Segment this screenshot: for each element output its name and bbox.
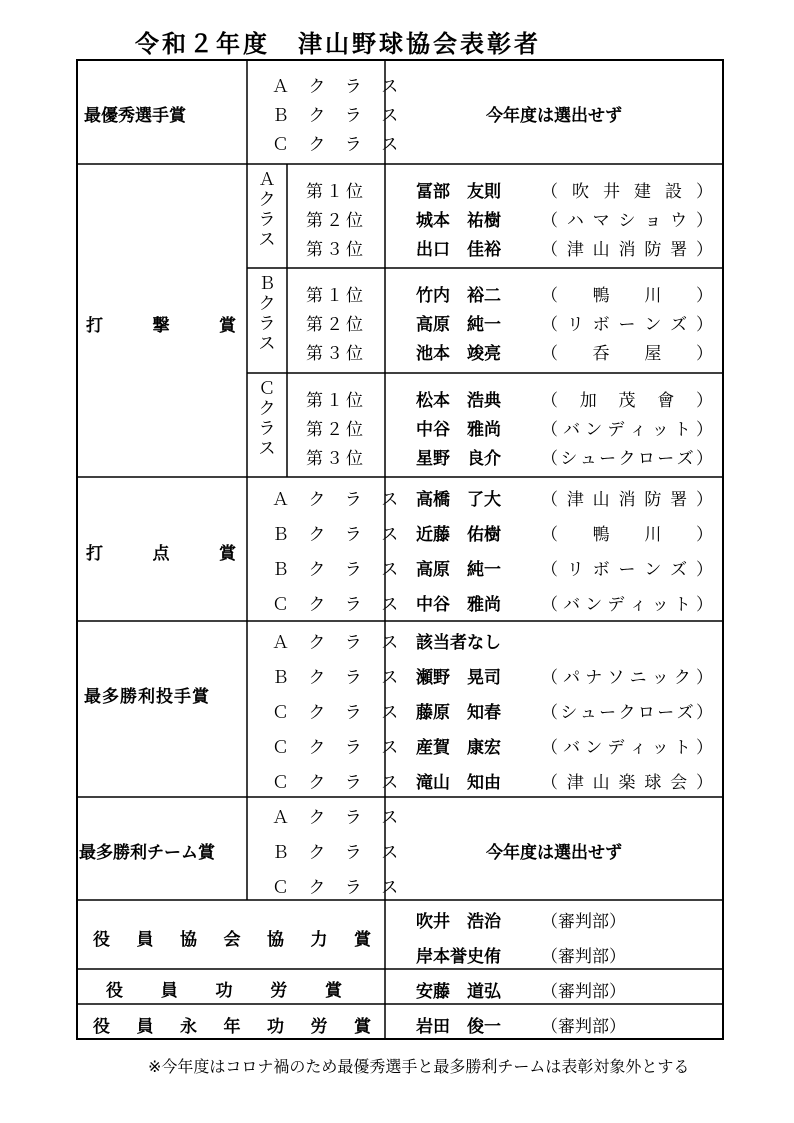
coop-label-char-0: 役 xyxy=(93,930,110,950)
batting-team-2-2-open: （ xyxy=(541,449,558,469)
wins-team-1 xyxy=(541,663,713,688)
batting-team-2-2-char-6: ズ xyxy=(676,449,694,469)
batting-class-0 xyxy=(257,170,277,250)
merit-label-char-0: 役 xyxy=(106,981,123,1001)
wins-team-3-close: ） xyxy=(695,738,713,758)
longservice-label xyxy=(93,1012,371,1037)
wins-team-4-open: （ xyxy=(541,773,558,793)
batting-name-1-1 xyxy=(416,310,501,335)
wins-team-4 xyxy=(541,768,713,793)
rbi-name-1 xyxy=(416,520,501,545)
wins-team-1-close: ） xyxy=(695,668,713,688)
batting-team-2-0 xyxy=(541,386,713,411)
coop-label-char-4: 協 xyxy=(267,930,284,950)
rbi-team-3-char-0: バ xyxy=(563,595,581,615)
cooperation-name-2: 岸本 誉史侑 xyxy=(416,947,501,967)
coop-label-char-6: 賞 xyxy=(354,930,371,950)
rbi-team-0-close: ） xyxy=(695,490,713,510)
batting-class-2-char-1: ク xyxy=(258,399,276,419)
batting-class-1-char-1: ク xyxy=(258,294,276,314)
rbi-team-1-close: ） xyxy=(695,525,713,545)
batting-name-1-0-first: 裕二 xyxy=(467,286,501,306)
batting-name-1-1-last: 高原 xyxy=(416,315,450,335)
rbi-name-3-first: 雅尚 xyxy=(467,595,501,615)
long-label-char-1: 員 xyxy=(136,1017,154,1037)
long-label-char-4: 功 xyxy=(267,1017,284,1037)
batting-team-0-2-char-1: 山 xyxy=(592,240,610,260)
rbi-class-2: Ｂ ク ラ ス xyxy=(272,560,406,580)
rbi-label-char-1: 点 xyxy=(152,544,170,564)
rbi-team-3-char-2: デ xyxy=(607,595,625,615)
rbi-team-1 xyxy=(541,520,713,545)
batting-team-2-0-close: ） xyxy=(696,391,713,411)
rbi-team-0 xyxy=(541,485,713,510)
batting-name-0-0-first: 友則 xyxy=(467,182,501,202)
batting-class-2-char-2: ラ xyxy=(258,419,276,439)
cooperation-name-1: 吹井 浩治 xyxy=(416,912,501,932)
rbi-team-1-open: （ xyxy=(541,525,558,545)
rbi-class-0: Ａ ク ラ ス xyxy=(272,490,406,510)
rbi-label-char-2: 賞 xyxy=(219,544,236,564)
rbi-name-2 xyxy=(416,555,501,580)
batting-class-1-char-2: ラ xyxy=(258,314,276,334)
batting-team-2-2-close: ） xyxy=(696,449,713,469)
batting-name-1-0 xyxy=(416,281,501,306)
batting-rank-1-0: 第１位 xyxy=(306,286,366,306)
batting-team-0-1-char-3: ョ xyxy=(644,211,662,231)
batting-rank-1-1: 第２位 xyxy=(306,315,366,335)
batting-class-0-char-3: ス xyxy=(258,230,276,250)
wins-name-3-last: 産賀 xyxy=(416,738,450,758)
rbi-team-0-open: （ xyxy=(541,490,558,510)
wins-team-1-char-2: ソ xyxy=(607,668,625,688)
merit-label-char-1: 員 xyxy=(160,981,178,1001)
rbi-team-1-char-0: 鴨 xyxy=(592,525,610,545)
batting-team-2-1-char-1: ン xyxy=(585,420,603,440)
batting-team-0-2-char-3: 防 xyxy=(644,240,662,260)
coop-label-char-5: 力 xyxy=(310,930,328,950)
batting-team-2-2 xyxy=(541,444,713,469)
team-class-b: Ｂ ク ラ ス xyxy=(272,843,406,863)
rbi-class-3: Ｃ ク ラ ス xyxy=(272,595,406,615)
wins-label: 最多勝利投手賞 xyxy=(84,687,210,707)
rbi-team-3-open: （ xyxy=(541,595,558,615)
batting-class-0-char-0: Ａ xyxy=(258,170,276,190)
wins-none-text: 該当者なし xyxy=(416,633,501,653)
merit-label-char-3: 労 xyxy=(270,981,288,1001)
team-class-a: Ａ ク ラ ス xyxy=(272,808,406,828)
wins-team-1-char-3: ニ xyxy=(629,668,647,688)
batting-team-2-2-char-2: ー xyxy=(599,449,617,469)
batting-team-0-0 xyxy=(541,177,713,202)
wins-team-3-char-2: デ xyxy=(607,738,625,758)
rbi-team-3-char-3: ィ xyxy=(629,595,647,615)
batting-team-0-0-close: ） xyxy=(696,182,713,202)
rbi-name-3-last: 中谷 xyxy=(416,595,450,615)
batting-name-1-2-last: 池本 xyxy=(416,344,450,364)
batting-team-0-2-char-4: 署 xyxy=(670,240,688,260)
rbi-label-char-0: 打 xyxy=(86,544,103,564)
cooperation-dept-1: （審判部） xyxy=(541,912,626,932)
mvp-label: 最優秀選手賞 xyxy=(84,106,186,126)
batting-team-1-1-char-4: ズ xyxy=(670,315,688,335)
wins-team-4-char-0: 津 xyxy=(566,773,584,793)
rbi-team-0-char-4: 署 xyxy=(670,490,688,510)
coop-label-char-2: 協 xyxy=(180,930,197,950)
batting-name-0-0-last: 冨部 xyxy=(416,182,450,202)
batting-label-char-0: 打 xyxy=(86,316,103,336)
wins-team-3-char-0: バ xyxy=(563,738,581,758)
team-class-c: Ｃ ク ラ ス xyxy=(272,878,406,898)
batting-class-1 xyxy=(257,274,277,354)
wins-team-1-char-1: ナ xyxy=(585,668,603,688)
batting-label-char-1: 撃 xyxy=(152,316,170,336)
rbi-name-0-first: 了大 xyxy=(467,490,501,510)
batting-team-2-1-open: （ xyxy=(541,420,558,440)
batting-team-1-1-char-3: ン xyxy=(644,315,662,335)
wins-class-1: Ｂ ク ラ ス xyxy=(272,668,406,688)
batting-name-0-0 xyxy=(416,177,501,202)
batting-team-0-0-char-2: 建 xyxy=(634,182,651,202)
rbi-team-2-char-1: ボ xyxy=(592,560,610,580)
batting-team-2-2-char-4: ロ xyxy=(637,449,655,469)
batting-name-2-0-last: 松本 xyxy=(416,391,450,411)
cooperation-dept-2: （審判部） xyxy=(541,947,626,967)
batting-team-1-0-char-1: 川 xyxy=(644,286,662,306)
wins-team-2-open: （ xyxy=(541,703,558,723)
title-main: 津山野球協会表彰者 xyxy=(298,29,541,58)
rbi-name-3 xyxy=(416,590,501,615)
batting-team-1-0-close: ） xyxy=(695,286,713,306)
rbi-team-2-char-2: ー xyxy=(618,560,636,580)
wins-team-3-char-5: ト xyxy=(673,738,691,758)
batting-name-2-1-first: 雅尚 xyxy=(467,420,501,440)
merit-dept: （審判部） xyxy=(541,982,626,1002)
coop-label-char-1: 員 xyxy=(136,930,154,950)
rbi-name-0 xyxy=(416,485,501,510)
batting-name-2-2 xyxy=(416,444,501,469)
wins-class-0: Ａ ク ラ ス xyxy=(272,633,406,653)
batting-team-2-1-char-5: ト xyxy=(673,420,691,440)
wins-team-2-char-3: ク xyxy=(618,703,636,723)
rbi-team-2-close: ） xyxy=(695,560,713,580)
wins-name-3-first: 康宏 xyxy=(467,738,501,758)
batting-team-0-1-char-1: マ xyxy=(592,211,610,231)
long-label-char-3: 年 xyxy=(223,1017,241,1037)
wins-name-4 xyxy=(416,768,501,793)
wins-team-3-char-3: ィ xyxy=(629,738,647,758)
long-label-char-5: 労 xyxy=(310,1017,328,1037)
wins-team-3-open: （ xyxy=(541,738,558,758)
batting-name-1-2 xyxy=(416,339,501,364)
mvp-class-a: Ａ ク ラ ス xyxy=(272,77,406,97)
batting-name-2-2-last: 星野 xyxy=(416,449,450,469)
rbi-team-3-char-4: ッ xyxy=(651,595,669,615)
wins-team-2-char-2: ー xyxy=(599,703,617,723)
footnote: ※今年度はコロナ禍のため最優秀選手と最多勝利チームは表彰対象外とする xyxy=(148,1057,690,1076)
wins-team-2-char-5: ー xyxy=(657,703,675,723)
batting-team-1-0-open: （ xyxy=(541,286,558,306)
batting-team-2-1-char-0: バ xyxy=(563,420,581,440)
wins-name-2-last: 藤原 xyxy=(416,703,450,723)
batting-name-0-1 xyxy=(416,206,501,231)
cooperation-label xyxy=(93,925,371,950)
batting-team-0-2 xyxy=(541,235,713,260)
rbi-name-2-last: 高原 xyxy=(416,560,450,580)
batting-label xyxy=(86,311,236,336)
rbi-team-2 xyxy=(541,555,713,580)
merit-label xyxy=(106,976,342,1001)
batting-team-1-0-char-0: 鴨 xyxy=(592,286,610,306)
batting-team-1-1-char-2: ー xyxy=(618,315,636,335)
merit-name: 安藤 道弘 xyxy=(416,982,501,1002)
mvp-class-b: Ｂ ク ラ ス xyxy=(272,106,406,126)
batting-team-1-1-char-1: ボ xyxy=(592,315,610,335)
wins-team-3-char-1: ン xyxy=(585,738,603,758)
wins-team-4-char-2: 楽 xyxy=(618,773,636,793)
rbi-team-3-char-5: ト xyxy=(673,595,691,615)
batting-team-1-2-char-1: 屋 xyxy=(644,344,662,364)
batting-rank-0-2: 第３位 xyxy=(306,240,366,260)
wins-name-2 xyxy=(416,698,501,723)
batting-team-1-1-char-0: リ xyxy=(566,315,584,335)
long-label-char-6: 賞 xyxy=(354,1017,371,1037)
batting-team-2-2-char-5: ー xyxy=(657,449,675,469)
batting-team-2-1-close: ） xyxy=(695,420,713,440)
batting-team-0-2-open: （ xyxy=(541,240,558,260)
batting-rank-1-2: 第３位 xyxy=(306,344,366,364)
batting-team-1-2-open: （ xyxy=(541,344,558,364)
mvp-none-text: 今年度は選出せず xyxy=(486,106,622,126)
rbi-team-3 xyxy=(541,590,713,615)
batting-name-1-2-first: 竣亮 xyxy=(467,344,501,364)
wins-team-4-char-4: 会 xyxy=(670,773,688,793)
rbi-team-0-char-1: 山 xyxy=(592,490,610,510)
wins-class-2: Ｃ ク ラ ス xyxy=(272,703,406,723)
batting-team-0-1-char-0: ハ xyxy=(566,211,584,231)
wins-team-2-char-1: ュ xyxy=(579,703,597,723)
wins-team-2-char-4: ロ xyxy=(637,703,655,723)
rbi-team-2-char-0: リ xyxy=(566,560,584,580)
batting-team-1-2-char-0: 呑 xyxy=(592,344,610,364)
long-label-char-0: 役 xyxy=(93,1017,110,1037)
batting-rank-2-1: 第２位 xyxy=(306,420,366,440)
batting-team-0-0-open: （ xyxy=(541,182,558,202)
batting-name-2-1-last: 中谷 xyxy=(416,420,450,440)
wins-class-4: Ｃ ク ラ ス xyxy=(272,773,406,793)
wins-team-2-close: ） xyxy=(696,703,713,723)
wins-team-3-char-4: ッ xyxy=(651,738,669,758)
batting-team-2-0-char-0: 加 xyxy=(579,391,597,411)
rbi-team-0-char-3: 防 xyxy=(644,490,662,510)
batting-team-2-0-open: （ xyxy=(541,391,558,411)
batting-class-0-char-1: ク xyxy=(258,190,276,210)
batting-name-0-1-first: 祐樹 xyxy=(467,211,501,231)
batting-team-2-2-char-1: ュ xyxy=(579,449,597,469)
batting-class-2-char-0: Ｃ xyxy=(258,379,276,399)
batting-team-0-1-close: ） xyxy=(695,211,713,231)
batting-team-2-1-char-2: デ xyxy=(607,420,625,440)
rbi-team-0-char-2: 消 xyxy=(618,490,636,510)
rbi-name-2-first: 純一 xyxy=(467,560,501,580)
batting-class-1-char-3: ス xyxy=(258,334,276,354)
wins-team-1-char-4: ッ xyxy=(651,668,669,688)
merit-label-char-2: 功 xyxy=(215,981,233,1001)
wins-team-4-char-1: 山 xyxy=(592,773,610,793)
batting-team-1-2 xyxy=(541,339,713,364)
batting-name-2-2-first: 良介 xyxy=(467,449,501,469)
rbi-team-1-char-1: 川 xyxy=(644,525,662,545)
wins-class-3: Ｃ ク ラ ス xyxy=(272,738,406,758)
wins-name-1 xyxy=(416,663,501,688)
batting-team-2-1-char-3: ィ xyxy=(629,420,647,440)
rbi-team-2-char-3: ン xyxy=(644,560,662,580)
rbi-team-2-char-4: ズ xyxy=(670,560,688,580)
batting-team-1-1-close: ） xyxy=(695,315,713,335)
batting-name-2-1 xyxy=(416,415,501,440)
batting-name-0-2-last: 出口 xyxy=(416,240,450,260)
batting-rank-2-2: 第３位 xyxy=(306,449,366,469)
title-year: 令和２年度 xyxy=(135,29,270,58)
mvp-class-c: Ｃ ク ラ ス xyxy=(272,135,406,155)
batting-team-2-2-char-3: ク xyxy=(618,449,636,469)
batting-team-0-2-char-0: 津 xyxy=(566,240,584,260)
batting-label-char-2: 賞 xyxy=(219,316,236,336)
wins-name-4-last: 滝山 xyxy=(416,773,450,793)
batting-rank-0-1: 第２位 xyxy=(306,211,366,231)
team-label: 最多勝利チーム賞 xyxy=(79,843,215,863)
team-none-text: 今年度は選出せず xyxy=(486,843,622,863)
batting-team-2-0-char-1: 茂 xyxy=(618,391,636,411)
rbi-name-1-last: 近藤 xyxy=(416,525,450,545)
batting-rank-0-0: 第１位 xyxy=(306,182,366,202)
wins-team-2 xyxy=(541,698,713,723)
batting-class-2 xyxy=(257,379,277,459)
rbi-team-3-char-1: ン xyxy=(585,595,603,615)
batting-team-2-2-char-0: シ xyxy=(560,449,578,469)
batting-team-0-0-char-3: 設 xyxy=(665,182,682,202)
batting-name-1-0-last: 竹内 xyxy=(416,286,450,306)
coop-label-char-3: 会 xyxy=(223,930,241,950)
batting-name-0-2 xyxy=(416,235,501,260)
batting-name-2-0 xyxy=(416,386,501,411)
batting-team-2-0-char-2: 會 xyxy=(657,391,675,411)
batting-name-1-1-first: 純一 xyxy=(467,315,501,335)
batting-class-1-char-0: Ｂ xyxy=(258,274,276,294)
rbi-class-1: Ｂ ク ラ ス xyxy=(272,525,406,545)
merit-label-char-4: 賞 xyxy=(325,981,342,1001)
batting-team-0-2-char-2: 消 xyxy=(618,240,636,260)
batting-team-0-1 xyxy=(541,206,713,231)
rbi-team-2-open: （ xyxy=(541,560,558,580)
longservice-name: 岩田 俊一 xyxy=(416,1017,501,1037)
wins-team-1-char-5: ク xyxy=(673,668,691,688)
batting-team-1-0 xyxy=(541,281,713,306)
wins-team-3 xyxy=(541,733,713,758)
batting-name-0-1-last: 城本 xyxy=(416,211,450,231)
long-label-char-2: 永 xyxy=(180,1017,197,1037)
batting-team-1-2-close: ） xyxy=(695,344,713,364)
batting-team-0-0-char-0: 吹 xyxy=(572,182,589,202)
batting-team-1-1-open: （ xyxy=(541,315,558,335)
batting-team-2-1-char-4: ッ xyxy=(651,420,669,440)
batting-team-0-1-char-4: ウ xyxy=(670,211,688,231)
batting-team-0-1-char-2: シ xyxy=(618,211,636,231)
wins-team-2-char-6: ズ xyxy=(676,703,694,723)
rbi-name-0-last: 高橋 xyxy=(416,490,450,510)
wins-name-2-first: 知春 xyxy=(467,703,501,723)
batting-team-0-1-open: （ xyxy=(541,211,558,231)
rbi-team-3-close: ） xyxy=(695,595,713,615)
wins-name-4-first: 知由 xyxy=(467,773,501,793)
batting-team-0-2-close: ） xyxy=(695,240,713,260)
wins-team-1-char-0: パ xyxy=(563,668,581,688)
batting-rank-2-0: 第１位 xyxy=(306,391,366,411)
wins-name-1-last: 瀬野 xyxy=(416,668,450,688)
batting-name-0-2-first: 佳裕 xyxy=(467,240,501,260)
batting-team-2-1 xyxy=(541,415,713,440)
wins-team-4-close: ） xyxy=(695,773,713,793)
wins-team-4-char-3: 球 xyxy=(644,773,662,793)
rbi-label xyxy=(86,539,236,564)
batting-team-0-0-char-1: 井 xyxy=(603,182,620,202)
rbi-team-0-char-0: 津 xyxy=(566,490,584,510)
rbi-name-1-first: 佑樹 xyxy=(467,525,501,545)
wins-team-1-open: （ xyxy=(541,668,558,688)
batting-name-2-0-first: 浩典 xyxy=(467,391,501,411)
wins-name-3 xyxy=(416,733,501,758)
wins-name-1-first: 晃司 xyxy=(467,668,501,688)
batting-class-0-char-2: ラ xyxy=(258,210,276,230)
wins-team-2-char-0: シ xyxy=(560,703,578,723)
batting-class-2-char-3: ス xyxy=(258,439,276,459)
batting-team-1-1 xyxy=(541,310,713,335)
longservice-dept: （審判部） xyxy=(541,1017,626,1037)
